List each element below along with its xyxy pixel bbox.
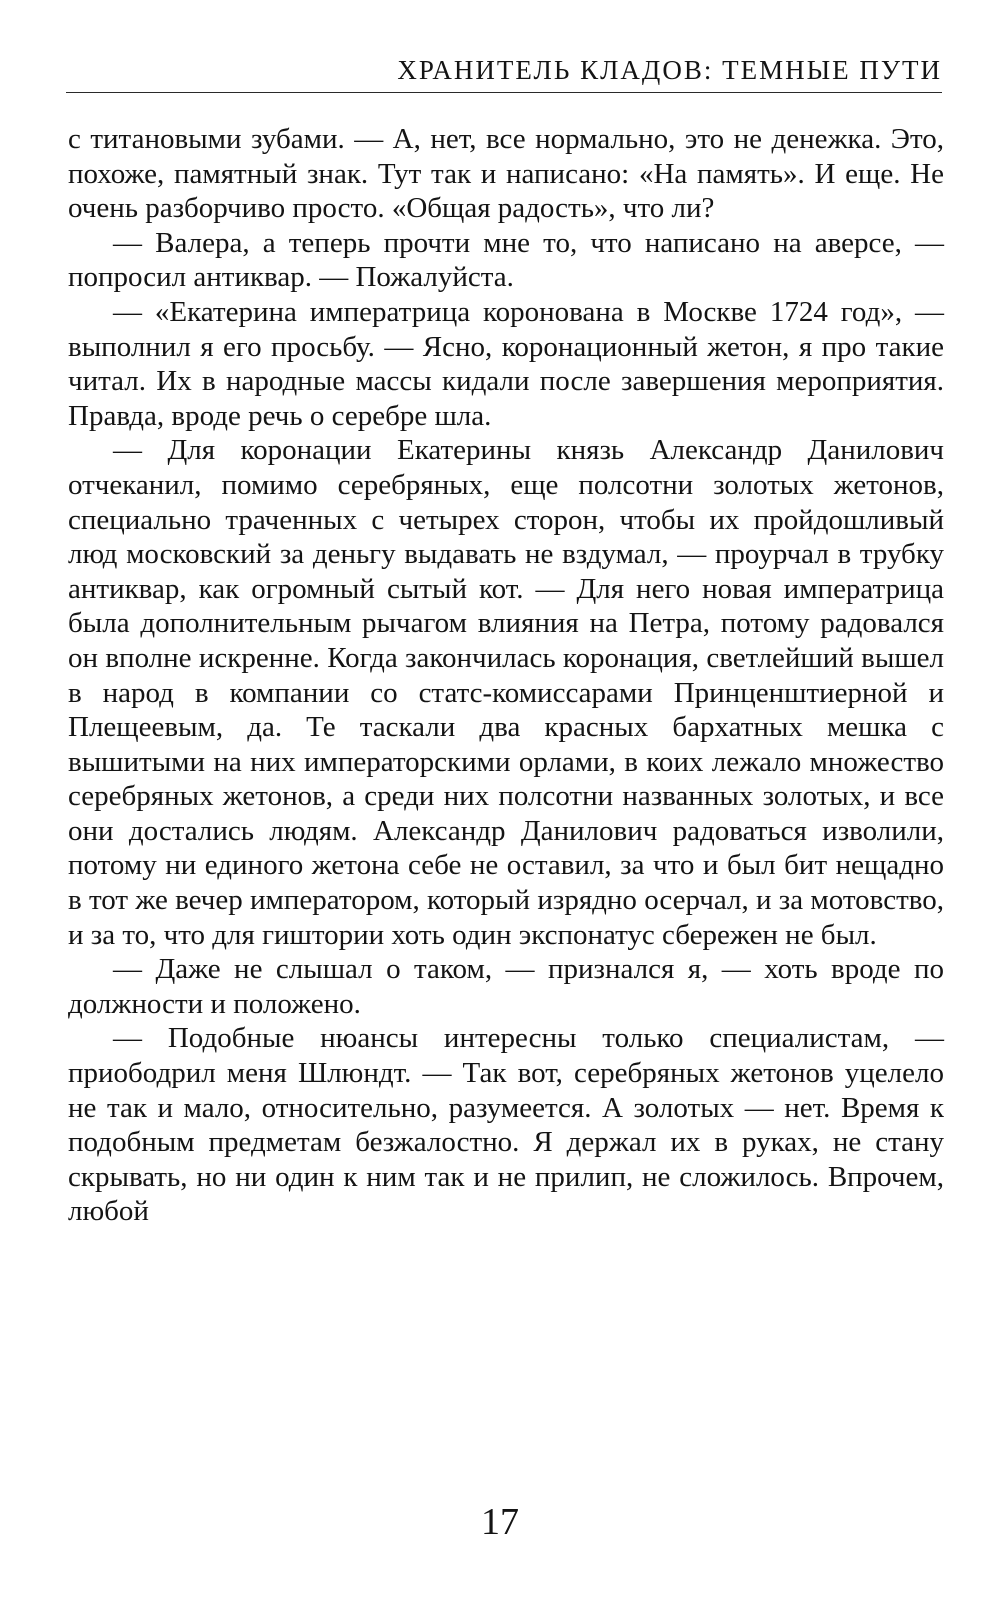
running-head: ХРАНИТЕЛЬ КЛАДОВ: ТЕМНЫЕ ПУТИ (66, 52, 942, 93)
paragraph-5: — Даже не слышал о таком, — признался я, — хоть вроде по должности и положено. (68, 953, 944, 1020)
paragraph-6: — Подобные нюансы интересны только специалистам, — приободрил меня Шлюндт. — Так вот, серебряных жетонов уцелело не так и мало, относительно, разумеется. А золотых — нет. Время к подобным предметам безжалостно. Я держал их в руках, не стану скрывать, но ни один к ним так и не прилип, не сложилось. Впрочем, любой (68, 1022, 944, 1228)
page-number: 17 (481, 1501, 519, 1543)
paragraph-1: с титановыми зубами. — А, нет, все нормально, это не денежка. Это, похоже, памятный знак. Тут так и написано: «На память». И еще. Не очень разборчиво просто. «Общая радость», что ли? (68, 123, 944, 225)
paragraph-4: — Для коронации Екатерины князь Александр Данилович отчеканил, помимо серебряных, еще полсотни золотых жетонов, специально траченных с четырех сторон, чтобы их пройдошливый люд московский за деньгу выдавать не вздумал, — проурчал в трубку антиквар, как огромный сытый кот. — Для него новая императрица была дополнительным рычагом влияния на Петра, потому радовался он вполне искренне. Когда закончилась коронация, светлейший вышел в народ в компании со статс-комиссарами Принценштиерной и Плещеевым, да. Те таскали два красных бархатных мешка с вышитыми на них императорскими орлами, в коих лежало множество серебряных жетонов, а среди них полсотни названных золотых, и все они достались людям. Александр Данилович радоваться изволили, потому ни единого жетона себе не оставил, за что и был бит нещадно в тот же вечер императором, который изрядно осерчал, и за мотовство, и за то, что для гиштории хоть один экспонатус сбережен не был. (68, 434, 944, 951)
paragraph-2: — Валера, а теперь прочти мне то, что написано на аверсе, — попросил антиквар. — Пожалуйста. (68, 226, 944, 294)
paragraph-3: — «Екатерина императрица коронована в Москве 1724 год», — выполнил я его просьбу. — Ясно, коронационный жетон, я про такие читал. Их в народные массы кидали после завершения мероприятия. Правда, вроде речь о серебре шла. (68, 295, 944, 432)
body-text (68, 122, 944, 1229)
